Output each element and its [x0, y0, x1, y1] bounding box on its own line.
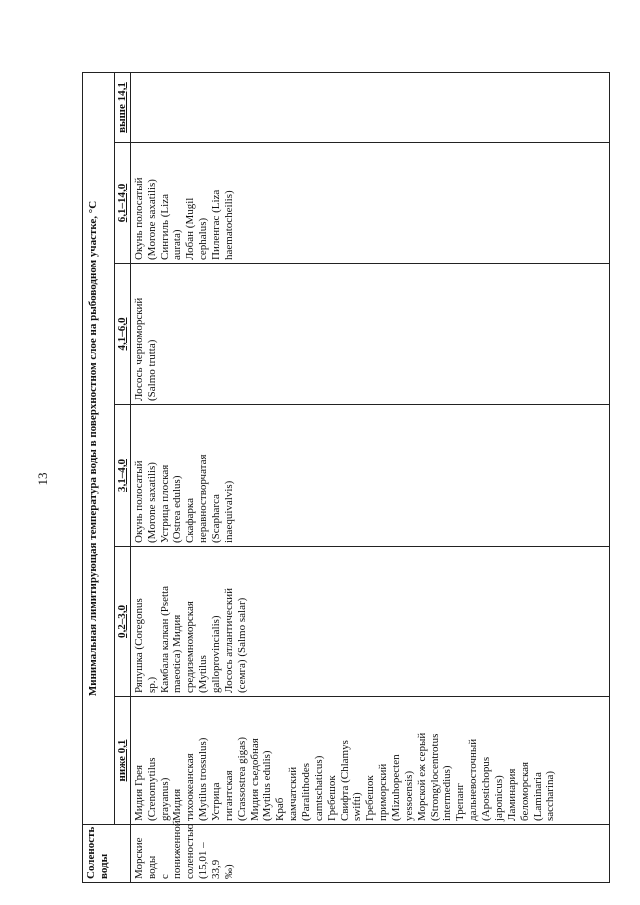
col-header-5: 6,1–14,0	[115, 143, 131, 264]
species-cell-6	[130, 73, 609, 143]
col-header-4: 4,1–6,0	[115, 264, 131, 405]
species-cell-5: Окунь полосатый (Morone saxatilis) Сингиль (Liza aurata) Лобан (Mugil cephalus) Пиленгас (Liza haematocheilis)	[130, 143, 609, 264]
col-header-6: выше 14,1	[115, 73, 131, 143]
salinity-header: Соленость воды	[83, 825, 131, 883]
col-header-3: 3,1–4,0	[115, 405, 131, 547]
species-cell-3: Окунь полосатый (Morone saxatilis) Устрица плоская (Ostrea edulus) Скафарка неравностворчатая (Scapharca inaequivalvis)	[130, 405, 609, 547]
salinity-cell: Морские воды с пониженной соленостью (15,01 – 33,9 ‰)	[130, 825, 609, 883]
col-header-1: ниже 0,1	[115, 697, 131, 825]
species-cell-4: Лосось черноморский (Salmo trutta)	[130, 264, 609, 405]
species-cell-1: Мидия Грея (Crenomytilus grayanus) Мидия тихоокеанская (Mytilus trossulus) Устрица гигантская (Crassostrea gigas) Мидия съедобная (Mytilus edulis) Краб камчатский (Paralithodes camtschaticus) Гребешок Свифта (Chlamys swifti) Гребешок приморский (Mizuhopecten yessoensis) Морской еж серый (Strongylocentrotus intermedius) Трепанг дальневосточный (Apostichopus japonicus) Ламинария беломорская (Laminaria saccharina)	[130, 697, 609, 825]
col-header-2: 0,2–3,0	[115, 547, 131, 697]
table-row	[130, 73, 609, 883]
species-cell-2: Ряпушка (Coregonus sp.) Камбала калкан (Psetta maeotica) Мидия средиземноморская (Mytilus galloprovincialis) Лосось атлантический (семга) (Salmo salar)	[130, 547, 609, 697]
temperature-main-header: Минимальная лимитирующая температура воды в поверхностном слое на рыбоводном участке, °С	[83, 73, 115, 825]
page-number: 13	[35, 472, 50, 486]
fish-species-table	[82, 72, 610, 883]
rotated-table-container	[82, 73, 610, 883]
